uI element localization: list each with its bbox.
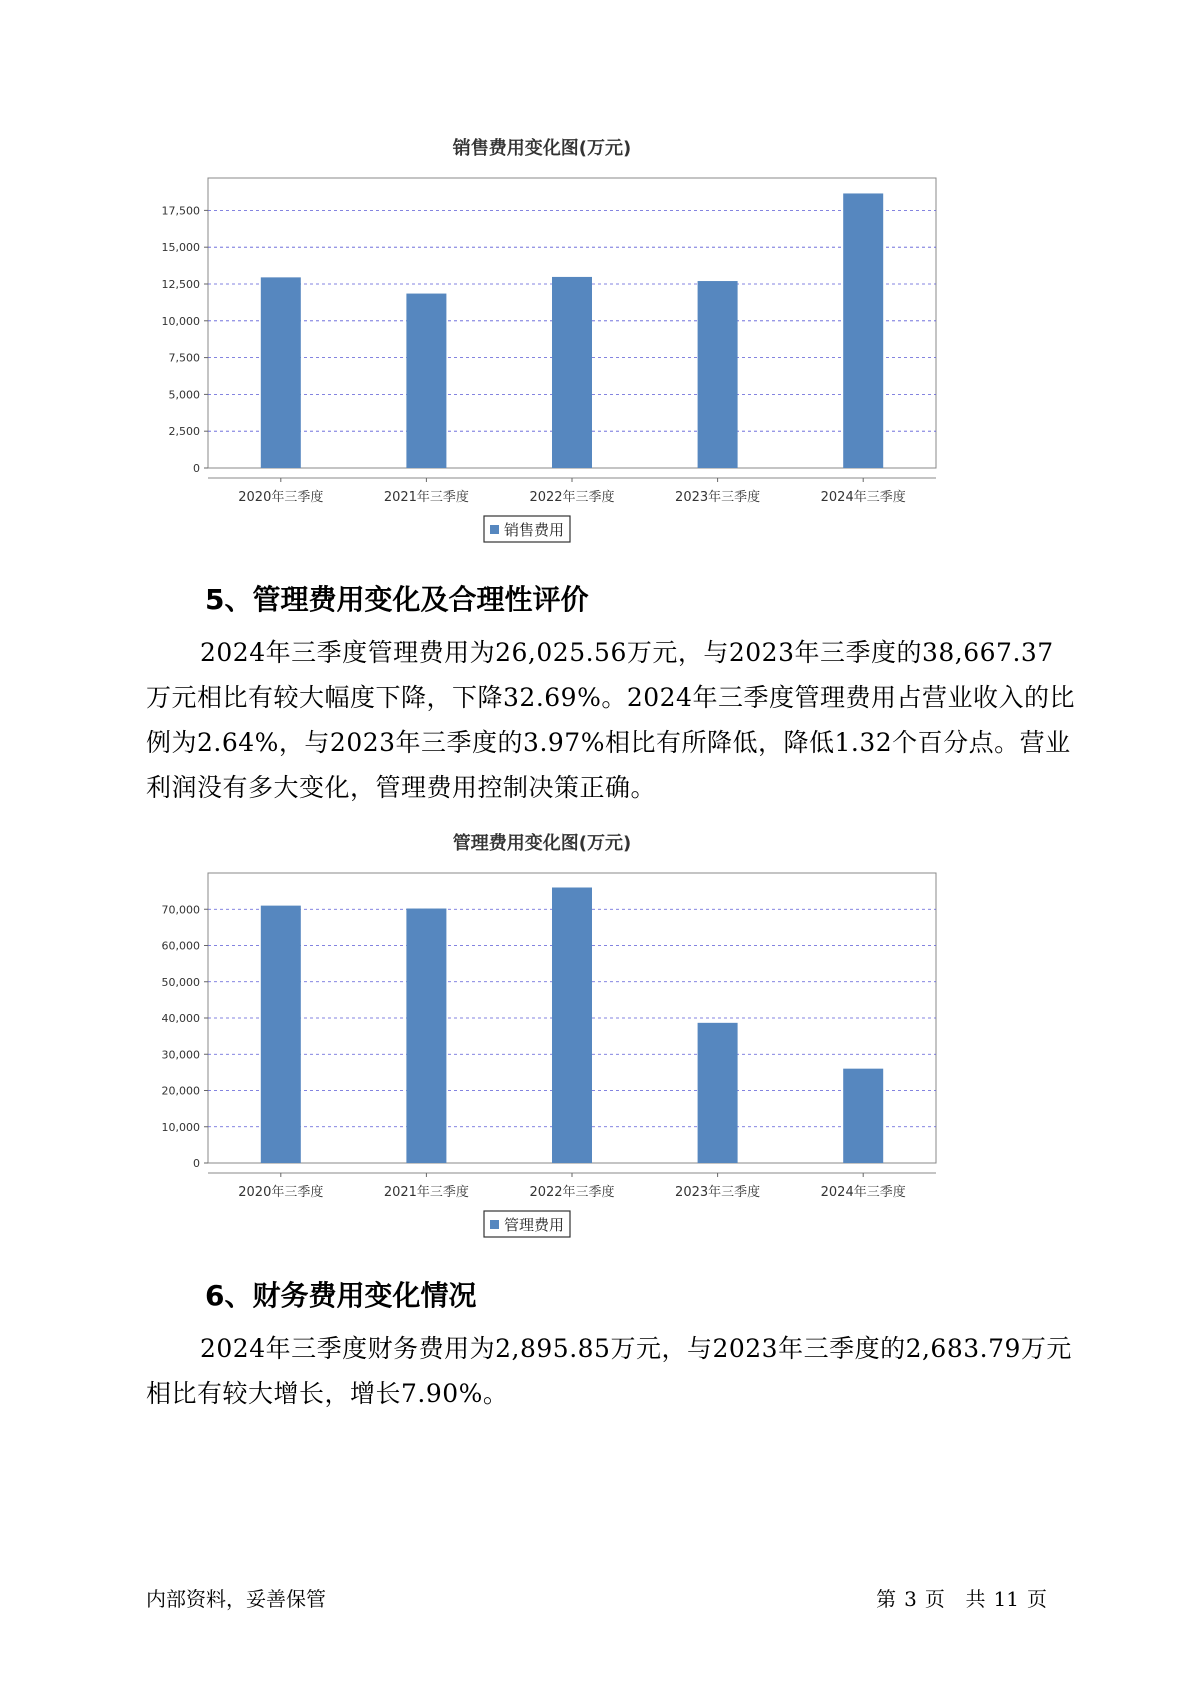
x-tick-label: 2022年三季度 <box>529 1185 615 1200</box>
chart-title: 管理费用变化图(万元) <box>452 833 632 854</box>
legend-label: 管理费用 <box>504 1216 565 1234</box>
bar <box>843 193 883 468</box>
x-tick-label: 2024年三季度 <box>820 490 906 505</box>
x-tick-label: 2023年三季度 <box>675 490 761 505</box>
section5-heading: 5、管理费用变化及合理性评价 <box>205 583 589 616</box>
section5-paragraph: 2024年三季度管理费用为26,025.56万元，与2023年三季度的38,667.37万元相比有较大幅度下降，下降32.69%。2024年三季度管理费用占营业收入的比例为2.64%，与2023年三季度的3.97%相比有所降低，降低1.32个百分点。营业利润没有多大变化，管理费用控制决策正确。 <box>146 638 1075 802</box>
bar <box>698 1023 738 1163</box>
y-tick-label: 70,000 <box>161 903 200 917</box>
legend-swatch <box>490 1220 499 1229</box>
bar <box>406 294 446 468</box>
chart-title: 销售费用变化图(万元) <box>452 138 632 159</box>
x-tick-label: 2023年三季度 <box>675 1185 761 1200</box>
bar <box>843 1069 883 1163</box>
y-tick-label: 2,500 <box>168 425 200 439</box>
x-tick-label: 2021年三季度 <box>383 1185 469 1200</box>
y-tick-label: 7,500 <box>168 351 200 365</box>
section6-paragraph: 2024年三季度财务费用为2,895.85万元，与2023年三季度的2,683.79万元相比有较大增长，增长7.90%。 <box>146 1334 1072 1408</box>
x-tick-label: 2024年三季度 <box>820 1185 906 1200</box>
y-tick-label: 0 <box>193 462 200 475</box>
bar <box>698 281 738 468</box>
total-prefix: 共 <box>965 1587 986 1611</box>
admin-expense-chart-svg <box>140 823 1040 1273</box>
page-unit: 页 <box>924 1587 945 1611</box>
x-tick-label: 2020年三季度 <box>238 1185 324 1200</box>
footer-confidential-note: 内部资料，妥善保管 <box>146 1587 326 1611</box>
y-tick-label: 17,500 <box>161 204 200 218</box>
sales-expense-chart <box>140 128 1040 578</box>
footer-page-number <box>872 1583 1051 1612</box>
y-tick-label: 0 <box>193 1157 200 1170</box>
bar <box>552 888 592 1164</box>
total-unit: 页 <box>1027 1587 1047 1611</box>
y-tick-label: 40,000 <box>161 1012 200 1025</box>
section6-heading: 6、财务费用变化情况 <box>205 1279 477 1312</box>
x-tick-label: 2020年三季度 <box>238 490 324 505</box>
bar <box>552 277 592 468</box>
sales-expense-chart-svg <box>140 128 1040 578</box>
bar <box>261 277 301 468</box>
page-total: 11 <box>993 1587 1019 1611</box>
admin-expense-chart <box>140 823 1040 1273</box>
y-tick-label: 5,000 <box>168 388 200 402</box>
page-current: 3 <box>904 1587 917 1611</box>
y-tick-label: 30,000 <box>161 1048 200 1062</box>
y-tick-label: 15,000 <box>161 241 200 255</box>
x-tick-label: 2022年三季度 <box>529 490 615 505</box>
x-tick-label: 2021年三季度 <box>383 490 469 505</box>
bar <box>406 909 446 1163</box>
legend-label: 销售费用 <box>504 521 565 539</box>
y-tick-label: 12,500 <box>161 277 200 291</box>
y-tick-label: 10,000 <box>161 314 200 328</box>
y-tick-label: 50,000 <box>161 975 200 989</box>
y-tick-label: 60,000 <box>161 939 200 953</box>
y-tick-label: 10,000 <box>161 1120 200 1134</box>
legend-swatch <box>490 525 499 534</box>
page-prefix: 第 <box>876 1587 897 1611</box>
y-tick-label: 20,000 <box>161 1084 200 1098</box>
bar <box>261 906 301 1163</box>
